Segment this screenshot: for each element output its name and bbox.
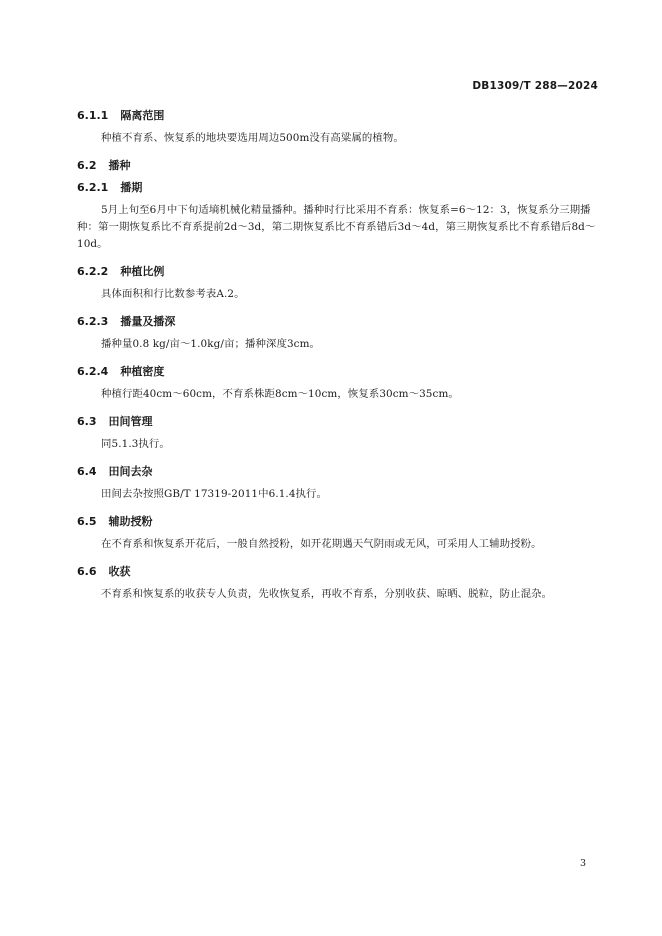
section-paragraph: 5月上旬至6月中下旬适墒机械化精量播种。播种时行比采用不育系：恢复系=6～12：3，恢复系分三期播种：第一期恢复系比不育系提前2d～3d，第二期恢复系比不育系错后3d～4d，第三期恢复系比不育系错后8d～10d。 — [77, 204, 596, 250]
section-paragraph: 田间去杂按照GB/T 17319-2011中6.1.4执行。 — [101, 488, 328, 500]
section-paragraph: 种植行距40cm～60cm，不育系株距8cm～10cm，恢复系30cm～35cm。 — [101, 388, 459, 400]
section-number: 6.2 — [77, 159, 97, 172]
section-heading — [77, 414, 607, 436]
section-title: 播期 — [120, 181, 143, 194]
section-paragraph: 同5.1.3执行。 — [101, 438, 170, 450]
section-paragraph: 不育系和恢复系的收获专人负责，先收恢复系，再收不育系，分别收获、晾晒、脱粒，防止混杂。 — [101, 588, 553, 600]
section-title: 田间管理 — [108, 415, 153, 428]
section-heading — [77, 464, 607, 486]
section-number: 6.6 — [77, 565, 97, 578]
section-paragraph: 在不育系和恢复系开花后，一般自然授粉，如开花期遇天气阴雨或无风，可采用人工辅助授粉。 — [101, 538, 542, 550]
section-title: 种植比例 — [120, 265, 165, 278]
section-paragraph: 种植不育系、恢复系的地块要选用周边500m没有高粱属的植物。 — [101, 132, 404, 144]
section-title: 种植密度 — [120, 365, 165, 378]
section-title: 收获 — [108, 565, 131, 578]
section-heading — [77, 180, 607, 202]
section-number: 6.2.2 — [77, 265, 109, 278]
section-number: 6.3 — [77, 415, 97, 428]
section-number: 6.2.3 — [77, 315, 109, 328]
page-number: 3 — [579, 858, 586, 869]
section-heading — [77, 514, 607, 536]
section-number: 6.5 — [77, 515, 97, 528]
section-title: 播种 — [108, 159, 131, 172]
section-paragraph: 具体面积和行比数参考表A.2。 — [101, 288, 245, 300]
section-number: 6.4 — [77, 465, 97, 478]
section-title: 播量及播深 — [120, 315, 176, 328]
section-heading — [77, 564, 607, 586]
section-number: 6.1.1 — [77, 109, 109, 122]
section-heading — [77, 364, 607, 386]
section-heading — [77, 108, 607, 130]
section-title: 隔离范围 — [120, 109, 165, 122]
document-code: DB1309/T 288—2024 — [472, 80, 598, 92]
section-title: 辅助授粉 — [108, 515, 153, 528]
section-heading — [77, 264, 607, 286]
section-heading — [77, 314, 607, 336]
section-number: 6.2.1 — [77, 181, 109, 194]
section-number: 6.2.4 — [77, 365, 109, 378]
document-body — [77, 108, 607, 614]
section-paragraph: 播种量0.8 kg/亩～1.0kg/亩；播种深度3cm。 — [101, 338, 321, 350]
section-heading — [77, 158, 607, 180]
section-title: 田间去杂 — [108, 465, 153, 478]
